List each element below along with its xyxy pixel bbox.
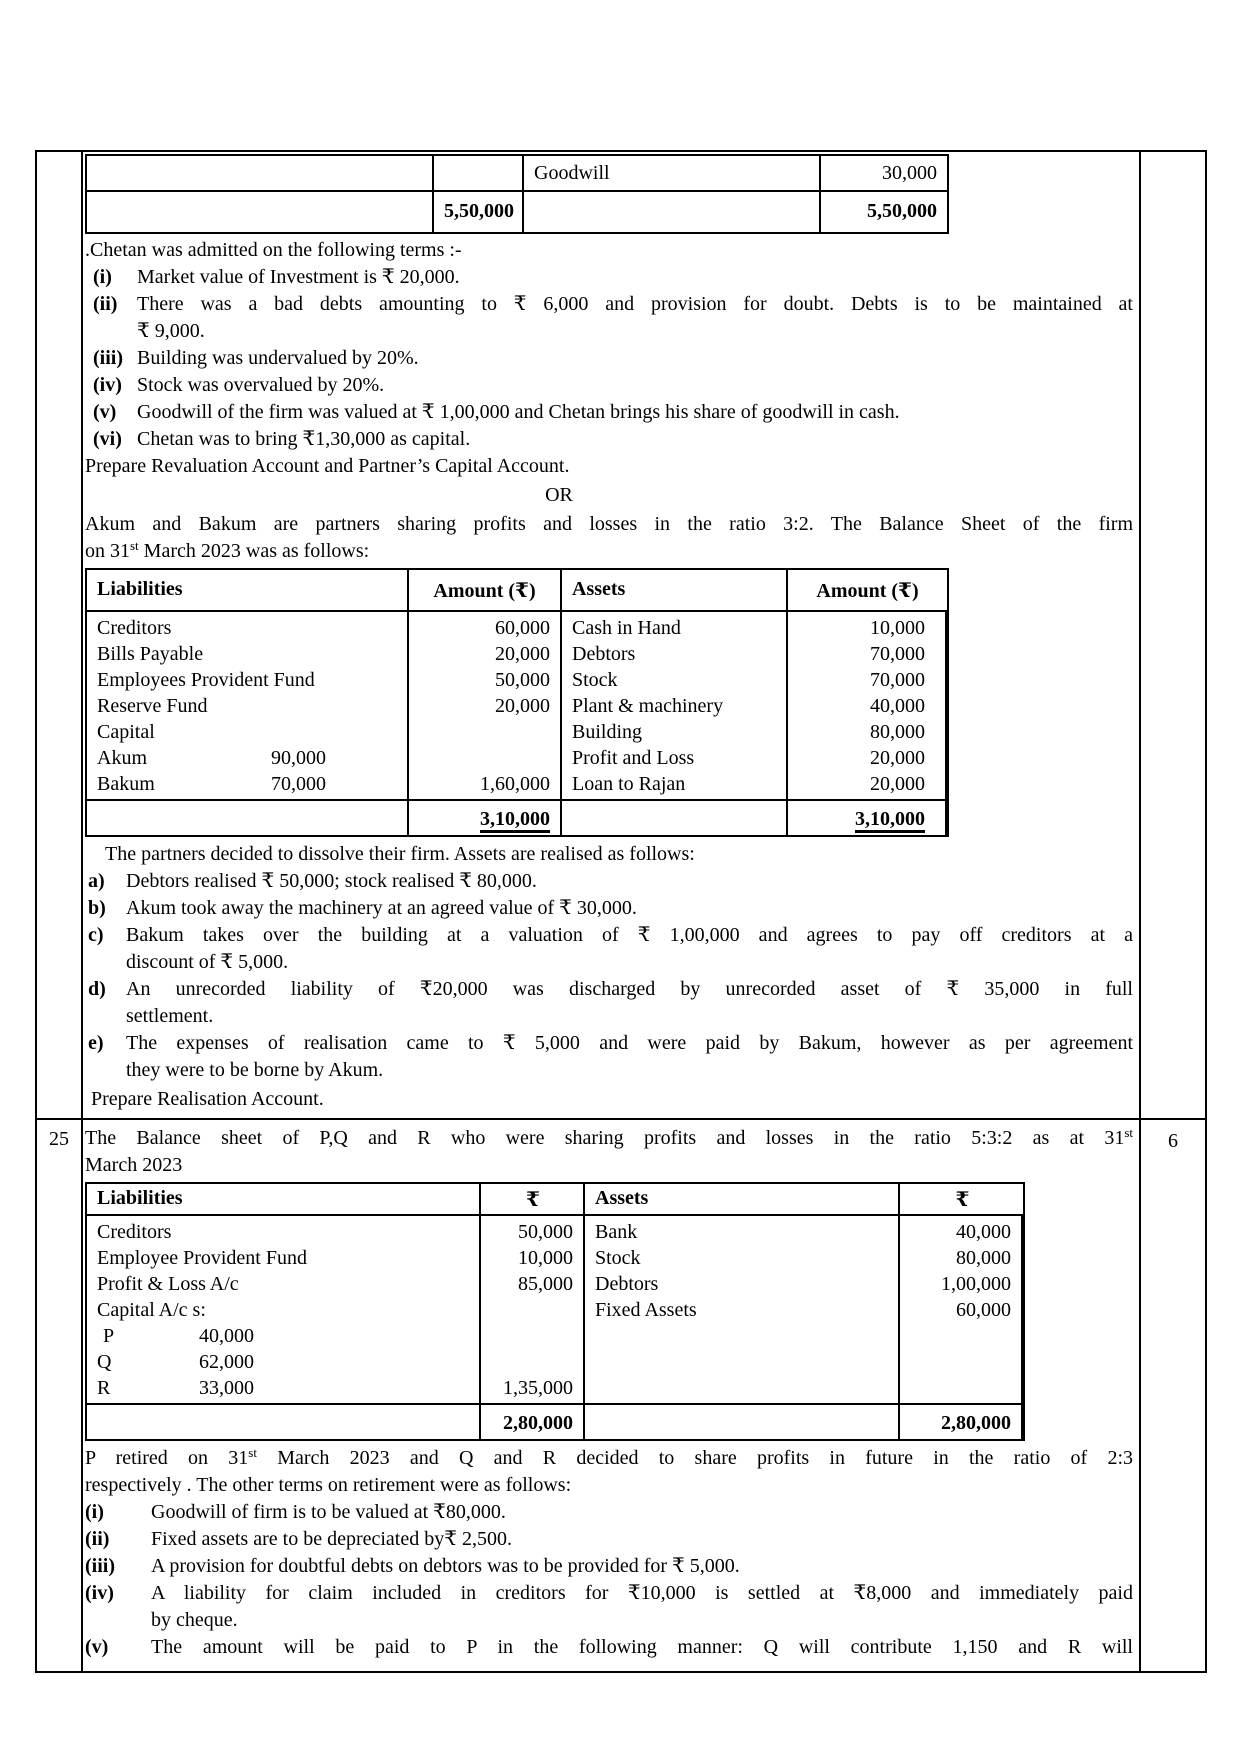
carry-cell-blank: [87, 156, 434, 192]
liability-line: [87, 1323, 479, 1349]
amount-value: 10,000: [870, 617, 925, 639]
total-liabilities: [481, 1403, 585, 1439]
chetan-terms-list: [85, 264, 1133, 453]
item-text-line: A liability for claim included in creditors for ₹10,000 is settled at ₹8,000 and immediately paid: [151, 1582, 1133, 1604]
paragraph-line: [85, 1125, 1133, 1152]
item-marker: (iii): [85, 1555, 115, 1577]
list-item: [85, 399, 1133, 426]
superscript-st: st: [248, 1445, 257, 1460]
liability-line: [87, 667, 407, 693]
asset-name: Profit and Loss: [572, 747, 695, 769]
item-text: The amount will be paid to P in the following manner: Q will contribute 1,150 and R will: [151, 1636, 1133, 1658]
realisation-points-list: [85, 868, 1133, 1084]
col-header-amount-right: Amount (₹): [788, 570, 947, 612]
total-value: 2,80,000: [503, 1412, 573, 1434]
list-item: [85, 264, 1133, 291]
asset-name: Bank: [595, 1221, 638, 1243]
asset-amount-column: [788, 612, 947, 799]
list-item: [85, 868, 1133, 895]
total-row-blank: [585, 1403, 900, 1439]
list-item: [85, 426, 1133, 453]
prepare-realisation: Prepare Realisation Account.: [91, 1088, 324, 1110]
liability-name: Bills Payable: [97, 643, 204, 665]
item-text: Debtors realised ₹ 50,000; stock realised ₹ 80,000.: [126, 870, 537, 892]
item-marker: e): [88, 1032, 104, 1054]
question-number-cell: [37, 1120, 83, 1671]
col-header-liabilities: Liabilities: [87, 570, 409, 612]
amount-value: [409, 719, 560, 745]
item-text-line: ₹ 9,000.: [137, 320, 205, 342]
amount-value: 20,000: [495, 643, 550, 665]
amount-value: [409, 745, 560, 771]
partner-capital-amount: 40,000: [199, 1325, 254, 1347]
liability-line: [87, 719, 407, 745]
total-value: 3,10,000: [855, 808, 925, 833]
amount-value: 60,000: [495, 617, 550, 639]
amount-value: 20,000: [495, 695, 550, 717]
item-marker: (iv): [93, 374, 122, 396]
paragraph-line: Akum and Bakum are partners sharing profits and losses in the ratio 3:2. The Balance Sheet of the firm: [85, 513, 1133, 535]
item-text: Goodwill of the firm was valued at ₹ 1,00,000 and Chetan brings his share of goodwill in cash.: [137, 401, 900, 423]
liability-line: [87, 1349, 479, 1375]
amount-value: 80,000: [956, 1247, 1011, 1269]
partner-name: Q: [97, 1351, 112, 1373]
col-header-assets: Assets: [562, 570, 788, 612]
asset-name: Fixed Assets: [595, 1299, 697, 1321]
item-marker: b): [88, 897, 106, 919]
paragraph-line: March 2023: [85, 1154, 183, 1176]
superscript-st: st: [130, 538, 139, 553]
asset-name: Loan to Rajan: [572, 773, 686, 795]
superscript-st: st: [1124, 1125, 1133, 1140]
list-item: [85, 1553, 1133, 1580]
marks-cell-empty: [1141, 152, 1205, 1120]
carry-total-left: 5,50,000: [434, 192, 524, 232]
asset-name: Debtors: [572, 643, 636, 665]
liability-line: [87, 745, 407, 771]
liability-name: Bakum: [97, 773, 155, 795]
total-value: 3,10,000: [480, 808, 550, 833]
liability-name: Akum: [97, 747, 147, 769]
item-text: A provision for doubtful debts on debtors was to be provided for ₹ 5,000.: [151, 1555, 740, 1577]
liabilities-column: [87, 612, 409, 799]
asset-name: Stock: [595, 1247, 641, 1269]
item-marker: (iv): [85, 1582, 114, 1604]
carryover-account-table: [85, 154, 949, 234]
liability-line: [87, 641, 407, 667]
amount-value: 85,000: [518, 1273, 573, 1295]
total-row-blank: [87, 1403, 481, 1439]
amount-value: 1,00,000: [941, 1273, 1011, 1295]
amount-value: 1,60,000: [480, 773, 550, 795]
text-run: P retired on 31: [85, 1447, 249, 1469]
liability-name: Profit & Loss A/c: [97, 1273, 239, 1295]
liabilities-column: [87, 1216, 481, 1403]
col-header-rupee-left: ₹: [481, 1184, 585, 1216]
amount-value: 40,000: [870, 695, 925, 717]
marks-value: 6: [1168, 1130, 1178, 1152]
assets-column: [562, 612, 788, 799]
balance-sheet-pqr: [85, 1182, 1025, 1441]
item-text: Market value of Investment is ₹ 20,000.: [137, 266, 460, 288]
assets-column: [585, 1216, 900, 1403]
item-marker: (ii): [93, 293, 118, 315]
partner-capital-amount: 70,000: [271, 773, 326, 795]
item-text: Stock was overvalued by 20%.: [137, 374, 385, 396]
marks-cell: [1141, 1120, 1205, 1671]
item-marker: (iii): [93, 347, 123, 369]
asset-name: Stock: [572, 669, 618, 691]
question-paper-grid: [35, 150, 1207, 1673]
q25-intro-paragraph: [85, 1125, 1133, 1179]
liability-name: Creditors: [97, 617, 172, 639]
paragraph-line: [85, 1445, 1133, 1472]
list-item: [85, 1030, 1133, 1084]
akum-intro-paragraph: [85, 511, 1133, 565]
total-liabilities: [409, 799, 562, 835]
item-marker: (vi): [93, 428, 122, 450]
retirement-paragraph: [85, 1445, 1133, 1499]
col-header-liabilities: Liabilities: [87, 1184, 481, 1216]
partner-name: P: [103, 1325, 115, 1347]
partner-capital-amount: 33,000: [199, 1377, 254, 1399]
liability-name: Employee Provident Fund: [97, 1247, 307, 1269]
liability-name: Capital A/c s:: [97, 1299, 206, 1321]
question-number-cell-empty: [37, 152, 83, 1120]
list-item: [85, 895, 1133, 922]
amount-value: 50,000: [495, 669, 550, 691]
liability-line: [87, 1245, 479, 1271]
liability-amount-column: [481, 1216, 585, 1403]
asset-amount-column: [900, 1216, 1023, 1403]
text-run: March 2023 was as follows:: [138, 540, 370, 562]
amount-value: 60,000: [956, 1299, 1011, 1321]
amount-value: 20,000: [870, 773, 925, 795]
item-text-line: by cheque.: [151, 1609, 238, 1631]
asset-name: Building: [572, 721, 643, 743]
item-marker: (i): [93, 266, 112, 288]
text-run: March 2023 and Q and R decided to share profits in future in the ratio of 2:3: [256, 1447, 1133, 1469]
asset-name: Cash in Hand: [572, 617, 681, 639]
list-item: [85, 1634, 1133, 1661]
q25-content: [83, 1120, 1141, 1671]
list-item: [85, 922, 1133, 976]
item-marker: (v): [93, 401, 117, 423]
text-run: on 31: [85, 540, 130, 562]
total-row-blank: [562, 799, 788, 835]
item-text-line: Bakum takes over the building at a valuation of ₹ 1,00,000 and agrees to pay off creditors at a: [126, 924, 1133, 946]
liability-name: Capital: [97, 721, 155, 743]
col-header-amount-left: Amount (₹): [409, 570, 562, 612]
item-text-line: settlement.: [126, 1005, 214, 1027]
retirement-terms-list: [85, 1499, 1133, 1661]
liability-name: Employees Provident Fund: [97, 669, 315, 691]
carry-cell-blank: [524, 192, 821, 232]
dissolve-intro: The partners decided to dissolve their firm. Assets are realised as follows:: [105, 843, 695, 865]
paragraph-line: [85, 538, 1133, 565]
item-marker: (i): [85, 1501, 104, 1523]
item-text-line: they were to be borne by Akum.: [126, 1059, 384, 1081]
chetan-intro: .Chetan was admitted on the following terms :-: [85, 239, 462, 261]
item-text-line: There was a bad debts amounting to ₹ 6,000 and provision for doubt. Debts is to be maintained at: [137, 293, 1133, 315]
item-text-line: An unrecorded liability of ₹20,000 was discharged by unrecorded asset of ₹ 35,000 in full: [126, 978, 1133, 1000]
amount-value: 50,000: [518, 1221, 573, 1243]
col-header-assets: Assets: [585, 1184, 900, 1216]
q24-content: [83, 152, 1141, 1120]
partner-name: R: [97, 1377, 111, 1399]
list-item: [85, 1499, 1133, 1526]
item-marker: (ii): [85, 1528, 110, 1550]
item-marker: c): [88, 924, 104, 946]
total-assets: [788, 799, 947, 835]
list-item: [85, 1526, 1133, 1553]
partner-capital-amount: 62,000: [199, 1351, 254, 1373]
amount-value: 20,000: [870, 747, 925, 769]
item-text: Building was undervalued by 20%.: [137, 347, 419, 369]
question-number: 25: [49, 1128, 69, 1150]
col-header-rupee-right: ₹: [900, 1184, 1023, 1216]
liability-line: [87, 1297, 479, 1323]
carry-cell-blank: [434, 156, 524, 192]
liability-name: Reserve Fund: [97, 695, 208, 717]
or-divider: OR: [545, 484, 573, 506]
liability-line: [87, 771, 407, 797]
amount-value: 70,000: [870, 669, 925, 691]
item-marker: (v): [85, 1636, 109, 1658]
item-text: Akum took away the machinery at an agreed value of ₹ 30,000.: [126, 897, 637, 919]
list-item: [85, 372, 1133, 399]
item-marker: d): [88, 978, 106, 1000]
item-marker: a): [88, 870, 105, 892]
asset-name: Plant & machinery: [572, 695, 724, 717]
item-text-line: The expenses of realisation came to ₹ 5,000 and were paid by Bakum, however as per agreement: [126, 1032, 1133, 1054]
prepare-note: Prepare Revaluation Account and Partner’s Capital Account.: [85, 455, 570, 477]
amount-value: [481, 1323, 583, 1349]
liability-line: [87, 693, 407, 719]
liability-line: [87, 1375, 479, 1401]
liability-amount-column: [409, 612, 562, 799]
text-run: The Balance sheet of P,Q and R who were sharing profits and losses in the ratio 5:3:2 as at 31: [85, 1127, 1125, 1149]
amount-value: 40,000: [956, 1221, 1011, 1243]
liability-name: Creditors: [97, 1221, 172, 1243]
carry-asset-amount: 30,000: [821, 156, 947, 192]
amount-value: 70,000: [870, 643, 925, 665]
list-item: [85, 345, 1133, 372]
item-text: Chetan was to bring ₹1,30,000 as capital.: [137, 428, 471, 450]
asset-name: Debtors: [595, 1273, 659, 1295]
total-value: 2,80,000: [941, 1412, 1011, 1434]
amount-value: 1,35,000: [503, 1377, 573, 1399]
carry-cell-blank: [87, 192, 434, 232]
total-row-blank: [87, 799, 409, 835]
carry-total-right: 5,50,000: [867, 200, 937, 222]
list-item: [85, 976, 1133, 1030]
amount-value: [481, 1349, 583, 1375]
liability-line: [87, 615, 407, 641]
amount-value: [481, 1297, 583, 1323]
list-item: [85, 1580, 1133, 1634]
item-text: Goodwill of firm is to be valued at ₹80,000.: [151, 1501, 506, 1523]
item-text: Fixed assets are to be depreciated by₹ 2,500.: [151, 1528, 512, 1550]
liability-line: [87, 1219, 479, 1245]
amount-value: 80,000: [870, 721, 925, 743]
balance-sheet-akum-bakum: [85, 568, 949, 837]
paragraph-line: respectively . The other terms on retirement were as follows:: [85, 1474, 572, 1496]
carry-asset-label: Goodwill: [524, 156, 821, 192]
total-assets: [900, 1403, 1023, 1439]
amount-value: 10,000: [518, 1247, 573, 1269]
list-item: [85, 291, 1133, 345]
item-text-line: discount of ₹ 5,000.: [126, 951, 289, 973]
liability-line: [87, 1271, 479, 1297]
partner-capital-amount: 90,000: [271, 747, 326, 769]
